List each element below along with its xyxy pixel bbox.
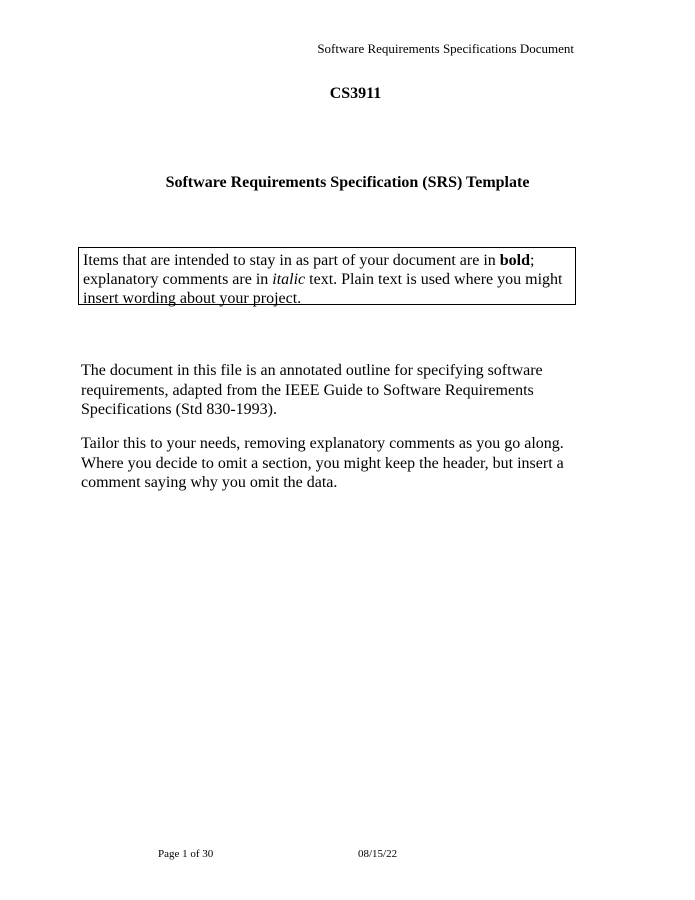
document-title: Software Requirements Specification (SRS) Template [165,174,530,191]
legend-text: ; [530,252,535,269]
tailoring-paragraph [81,434,581,493]
legend-italic-word: italic [272,271,306,288]
formatting-legend-box [78,247,576,305]
paragraph-line: Where you decide to omit a section, you might keep the header, but insert a [81,454,564,472]
legend-text: Items that are intended to stay in as part of your document are in [83,252,500,269]
running-header: Software Requirements Specifications Document [317,41,574,56]
paragraph-line: The document in this file is an annotated outline for specifying software [81,362,543,379]
legend-line-2 [83,270,571,289]
legend-text: text. Plain text is used where you might [305,271,563,288]
paragraph-line: comment saying why you omit the data. [81,474,338,491]
paragraph-line: requirements, adapted from the IEEE Guide to Software Requirements [81,381,534,399]
legend-bold-word: bold [499,252,531,269]
legend-text: explanatory comments are in [83,271,273,288]
course-code: CS3911 [329,85,382,102]
paragraph-line: Tailor this to your needs, removing explanatory comments as you go along. [81,435,564,452]
legend-line-1 [83,251,571,270]
legend-line-3: insert wording about your project. [83,290,302,307]
footer-date: 08/15/22 [358,848,398,860]
paragraph-line: Specifications (Std 830-1993). [81,401,277,418]
page-number: Page 1 of 30 [158,848,214,860]
intro-paragraph [81,361,581,420]
